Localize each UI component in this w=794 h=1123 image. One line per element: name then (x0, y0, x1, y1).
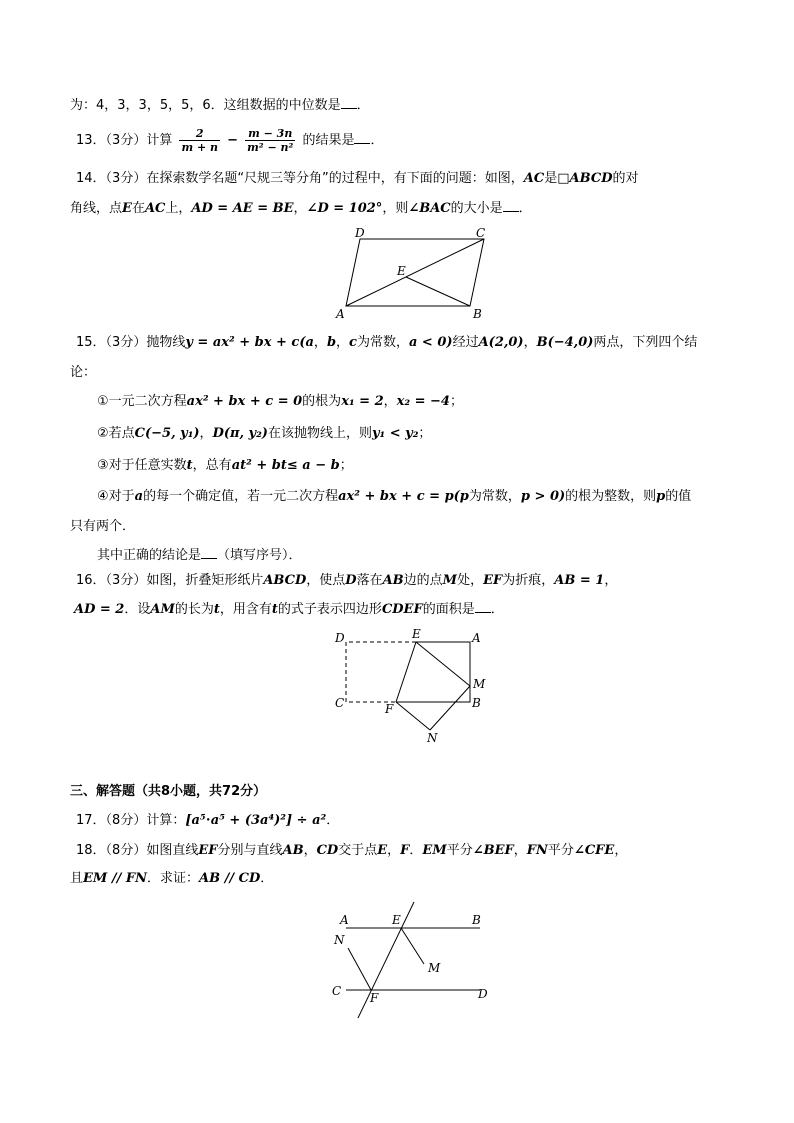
q15-statement-3: ③对于任意实数t，总有at² + bt≤ a − b； (97, 458, 353, 473)
label-n: N (427, 731, 438, 745)
answer-blank (354, 131, 370, 144)
crease-ef (396, 642, 416, 702)
q13-fraction-2: $\frac{m - 3n}{\text{m² − n²}}$ (247, 127, 294, 154)
q14-line-2: 角线，点E在AC上，AD = AE = BE，∠D = 102°，则∠BAC的大小是 ． (70, 201, 532, 216)
label-d: D (335, 631, 345, 645)
rectangle-solid-edges (396, 642, 470, 702)
q15-statement-2: ②若点C(−5, y₁)，D(π, y₂)在该抛物线上，则y₁ < y₂； (97, 426, 432, 441)
answer-blank (475, 600, 491, 613)
q16-line-2: AD = 2．设AM的长为t，用含有t的式子表示四边形CDEF的面积是 ． (74, 602, 504, 617)
q15-line-last: 只有两个． (70, 519, 136, 534)
label-a: A (472, 631, 481, 645)
label-e: E (397, 264, 406, 278)
label-e: E (392, 913, 401, 927)
label-m: M (428, 961, 441, 975)
segment-em (416, 642, 470, 686)
label-b: B (472, 913, 481, 927)
label-a: A (340, 913, 349, 927)
section-3-title: 三、解答题（共8小题，共72分） (70, 784, 267, 799)
segment-mn (430, 686, 470, 730)
q16-folded-rectangle-figure (330, 624, 500, 750)
q15-statement-1: ①一元二次方程ax² + bx + c = 0的根为x₁ = 2，x₂ = −4； (97, 394, 463, 409)
label-f: F (370, 991, 379, 1005)
label-c: C (476, 226, 486, 240)
answer-blank (503, 199, 519, 212)
ray-em (401, 928, 424, 964)
q13-fraction-1: $\frac{2}{m + n}$ (181, 127, 218, 154)
q12-line: 为：4，3，3，5，5，6．这组数据的中位数是 ． (70, 98, 370, 113)
answer-blank (341, 96, 357, 109)
q18-parallel-lines-figure (330, 900, 500, 1022)
label-e: E (412, 627, 421, 641)
label-c: C (335, 696, 345, 710)
q15-line-2: 论： (70, 365, 97, 380)
label-d: D (355, 226, 365, 240)
line-ef (358, 902, 414, 1018)
q16-line-1: 16．（3分）如图，折叠矩形纸片ABCD，使点D落在AB边的点M处，EF为折痕，AB = 1， (76, 573, 618, 588)
label-b: B (473, 307, 482, 321)
q15-answer-line: 其中正确的结论是 （填写序号）． (97, 548, 302, 563)
label-f: F (385, 702, 394, 716)
segment-be (406, 277, 470, 306)
q13-line: 13．（3分）计算 $\frac{2}{m + n}$ − $\frac{m - 3n}{\text{m² − n²}}$ 的结果是 ． (76, 127, 384, 154)
ray-fn (348, 948, 371, 990)
q15-line-1: 15．（3分）抛物线y = ax² + bx + c(a，b，c为常数，a < 0)经过A(2,0)，B(−4,0)两点，下列四个结 (76, 335, 698, 350)
q14-line-1: 14．（3分）在探索数学名题“尺规三等分角”的过程中，有下面的问题：如图，AC是□ABCD的对 (76, 171, 639, 186)
q17-line: 17．（8分）计算：[a⁵⋅a⁵ + (3a⁴)²] ÷ a²． (76, 813, 340, 828)
label-c: C (332, 984, 342, 998)
label-b: B (472, 696, 481, 710)
q15-statement-4: ④对于a的每一个确定值，若一元二次方程ax² + bx + c = p(p为常数，p > 0)的根为整数，则p的值 (97, 489, 692, 504)
segment-fn (396, 702, 430, 730)
q14-parallelogram-figure (330, 224, 500, 324)
diagonal-ac (346, 239, 484, 306)
label-a: A (336, 307, 345, 321)
label-d: D (478, 987, 488, 1001)
q18-line-2: 且EM // FN．求证：AB // CD． (70, 871, 274, 886)
answer-blank (201, 546, 217, 559)
label-n: N (334, 933, 345, 947)
label-m: M (473, 677, 486, 691)
q18-line-1: 18．（8分）如图直线EF分别与直线AB，CD交于点E，F．EM平分∠BEF，FN平分∠CFE， (76, 843, 628, 858)
